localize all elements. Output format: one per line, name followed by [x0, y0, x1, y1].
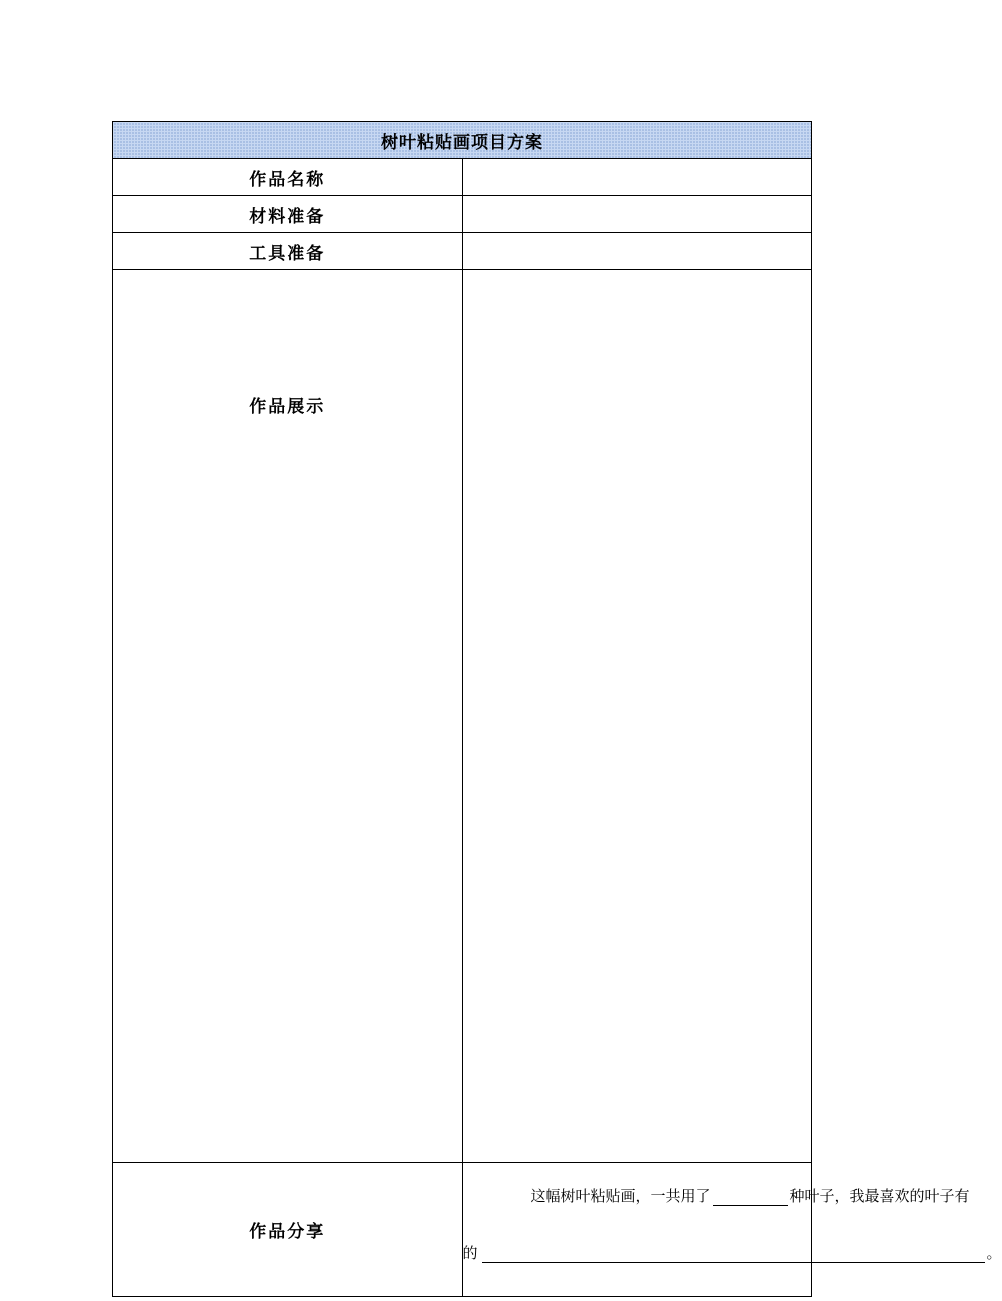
share-sentence-line-2	[463, 1242, 1002, 1263]
form-row-display	[113, 270, 812, 1163]
share-sentence-line-1	[531, 1185, 970, 1206]
project-form	[112, 121, 1002, 1262]
materials-label: 材料准备	[113, 196, 463, 233]
share-text-part-2: 种叶子，我最喜欢的叶子有	[789, 1187, 970, 1205]
share-text	[462, 1163, 1002, 1296]
form-title: 树叶粘贴画项目方案	[113, 122, 812, 159]
form-row-share	[113, 1163, 812, 1297]
form-row-work-name	[113, 159, 812, 196]
tools-label: 工具准备	[113, 233, 463, 270]
share-text-part-4: 。	[986, 1244, 1002, 1262]
display-label: 作品展示	[113, 270, 463, 1163]
share-area	[462, 1163, 1002, 1297]
share-text-part-1: 这幅树叶粘贴画，一共用了	[530, 1187, 711, 1205]
tools-field[interactable]	[462, 233, 812, 270]
work-name-label: 作品名称	[113, 159, 463, 196]
leaf-count-blank[interactable]	[713, 1188, 788, 1206]
share-label: 作品分享	[113, 1163, 463, 1297]
project-form-table	[112, 121, 1002, 1297]
favorite-leaves-blank[interactable]	[482, 1245, 985, 1263]
share-text-part-3: 的	[462, 1244, 478, 1262]
form-row-materials	[113, 196, 812, 233]
display-area[interactable]	[462, 270, 812, 1163]
work-name-field[interactable]	[462, 159, 812, 196]
materials-field[interactable]	[462, 196, 812, 233]
form-row-tools	[113, 233, 812, 270]
